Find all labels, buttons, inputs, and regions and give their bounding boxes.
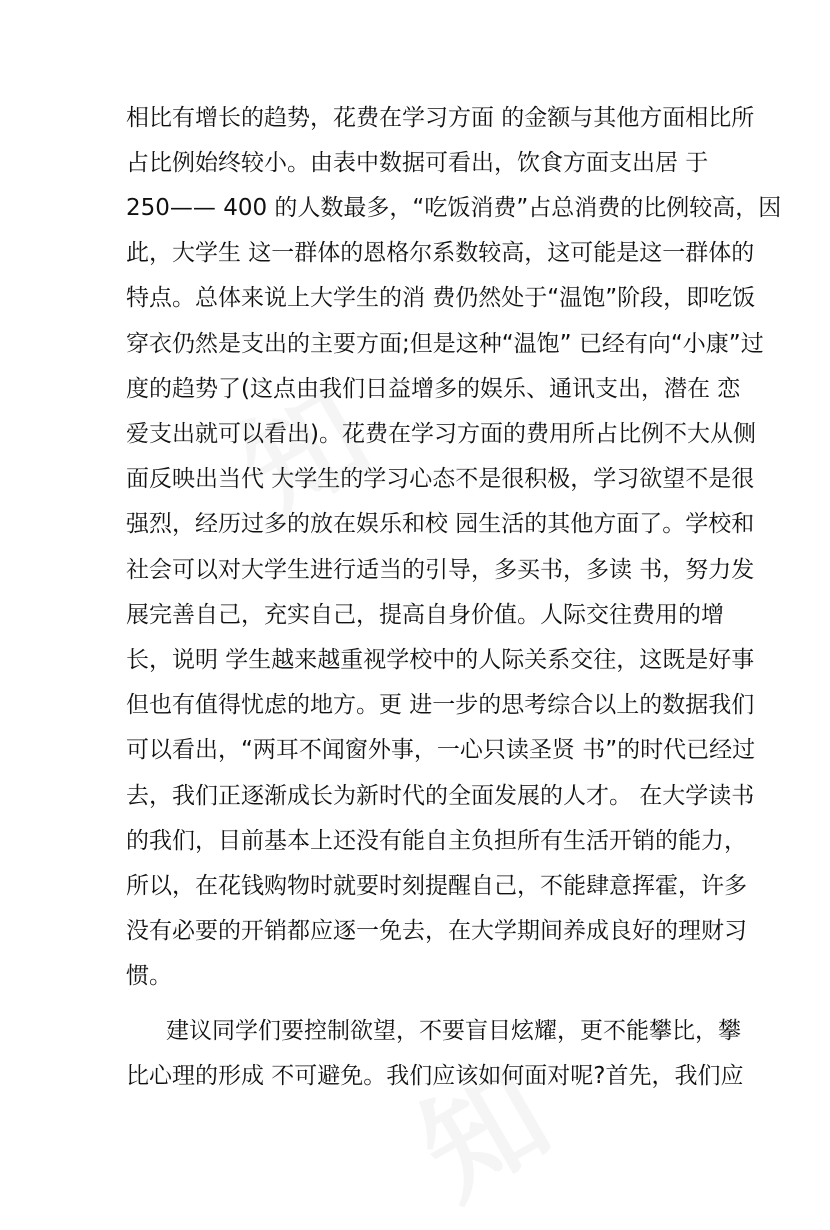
paragraph-line: 强烈，经历过多的放在娱乐和校 园生活的其他方面了。学校和 [126,511,755,537]
paragraph-line: 所以，在花钱购物时就要时刻提醒自己，不能肆意挥霍，许多 [126,873,747,899]
paragraph-line: 惯。 [126,963,172,989]
paragraph-line: 社会可以对大学生进行适当的引导，多买书，多读 书，努力发 [126,557,755,583]
paragraph-line: 建议同学们要控制欲望，不要盲目炫耀，更不能攀比，攀 [166,1018,741,1044]
paragraph-line: 长，说明 学生越来越重视学校中的人际关系交往，这既是好事 [126,647,755,673]
paragraph-line: 占比例始终较小。由表中数据可看出，饮食方面支出居 于 [126,150,709,176]
paragraph-line: 穿衣仍然是支出的主要方面;但是这种“温饱” 已经有向“小康”过 [126,331,764,357]
paragraph-line: 相比有增长的趋势，花费在学习方面 的金额与其他方面相比所 [126,105,755,131]
paragraph-line: 度的趋势了(这点由我们日益增多的娱乐、通讯支出，潜在 恋 [126,376,741,402]
paragraph-line: 面反映出当代 大学生的学习心态不是很积极，学习欲望不是很 [126,466,755,492]
paragraph-line: 展完善自己，充实自己，提高自身价值。人际交往费用的增 [126,602,724,628]
paragraph-line: 可以看出，“两耳不闻窗外事，一心只读圣贤 书”的时代已经过 [126,737,756,763]
paragraph-line: 爱支出就可以看出)。花费在学习方面的费用所占比例不大从侧 [126,421,756,447]
paragraph-line: 250—— 400 的人数最多，“吃饭消费”占总消费的比例较高，因 [126,195,782,221]
paragraph-line: 此，大学生 这一群体的恩格尔系数较高，这可能是这一群体的 [126,240,755,266]
watermark-logo: 知 [398,1044,572,1226]
paragraph-line: 但也有值得忧虑的地方。更 进一步的思考综合以上的数据我们 [126,692,755,718]
paragraph-line: 去，我们正逐渐成长为新时代的全面发展的人才。 在大学读书 [126,783,755,809]
watermark-logo: 知 [218,364,392,546]
paragraph-line: 的我们，目前基本上还没有能自主负担所有生活开销的能力， [126,828,747,854]
paragraph-line: 没有必要的开销都应逐一免去，在大学期间养成良好的理财习 [126,918,747,944]
paragraph-line: 比心理的形成 不可避免。我们应该如何面对呢?首先，我们应 [126,1063,744,1089]
paragraph-line: 特点。总体来说上大学生的消 费仍然处于“温饱”阶段，即吃饭 [126,285,756,311]
